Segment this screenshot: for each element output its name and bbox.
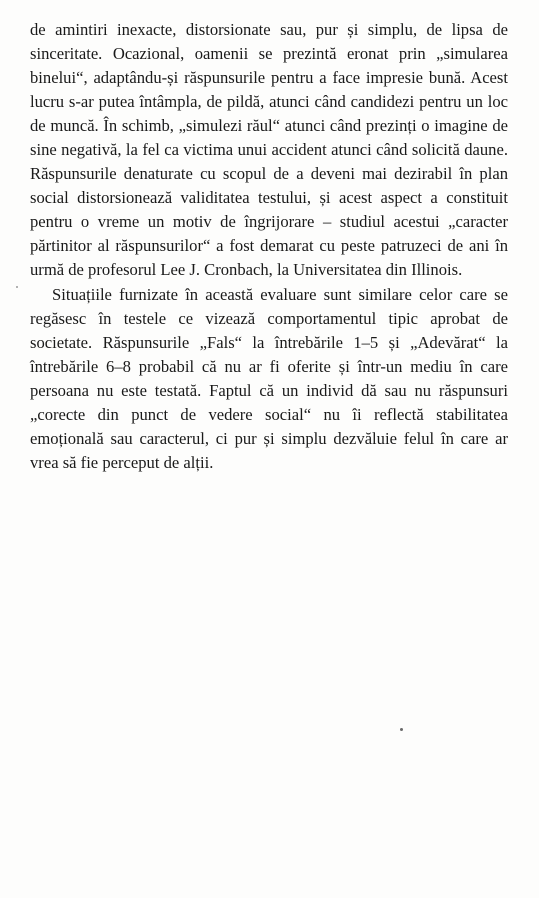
ink-speck xyxy=(16,286,18,288)
paragraph-2: Situațiile furnizate în această evaluare sunt similare celor care se regăsesc în testele ce vizează comportamentul tipic aprobat de societate. Răspunsurile „Fals“ la întrebările 1–5 și „Adevărat“ la întrebările 6–8 probabil că nu ar fi oferite și într-un mediu în care persoana nu este testată. Faptul că un individ dă sau nu răspunsuri „corecte din punct de vedere social“ nu îi reflectă stabilitatea emoțională sau caracterul, ci pur și simplu dezvăluie felul în care ar vrea să fie perceput de alții. xyxy=(30,284,508,472)
paragraph-1: de amintiri inexacte, distorsionate sau, pur și simplu, de lipsa de sinceritate. Ocazional, oamenii se prezintă eronat prin „simularea binelui“, adaptându-și răspunsurile pentru a face impresie bună. Acest lucru s-ar putea întâmpla, de pildă, atunci când candidezi pentru un loc de muncă. În schimb, „simulezi răul“ atunci când prezinți o imagine de sine negativă, la fel ca victima unui accident atunci când solicită daune. Răspunsurile denaturate cu scopul de a deveni mai dezirabil în plan social distorsionează validitatea testului, și acest aspect a constituit pentru o vreme un motiv de îngrijorare – studiul acestui „caracter părtinitor al răspunsurilor“ a fost demarat cu peste patruzeci de ani în urmă de profesorul Lee J. Cronbach, la Universitatea din Illinois. xyxy=(30,20,508,280)
ink-speck xyxy=(400,728,403,731)
body-text xyxy=(30,18,508,475)
